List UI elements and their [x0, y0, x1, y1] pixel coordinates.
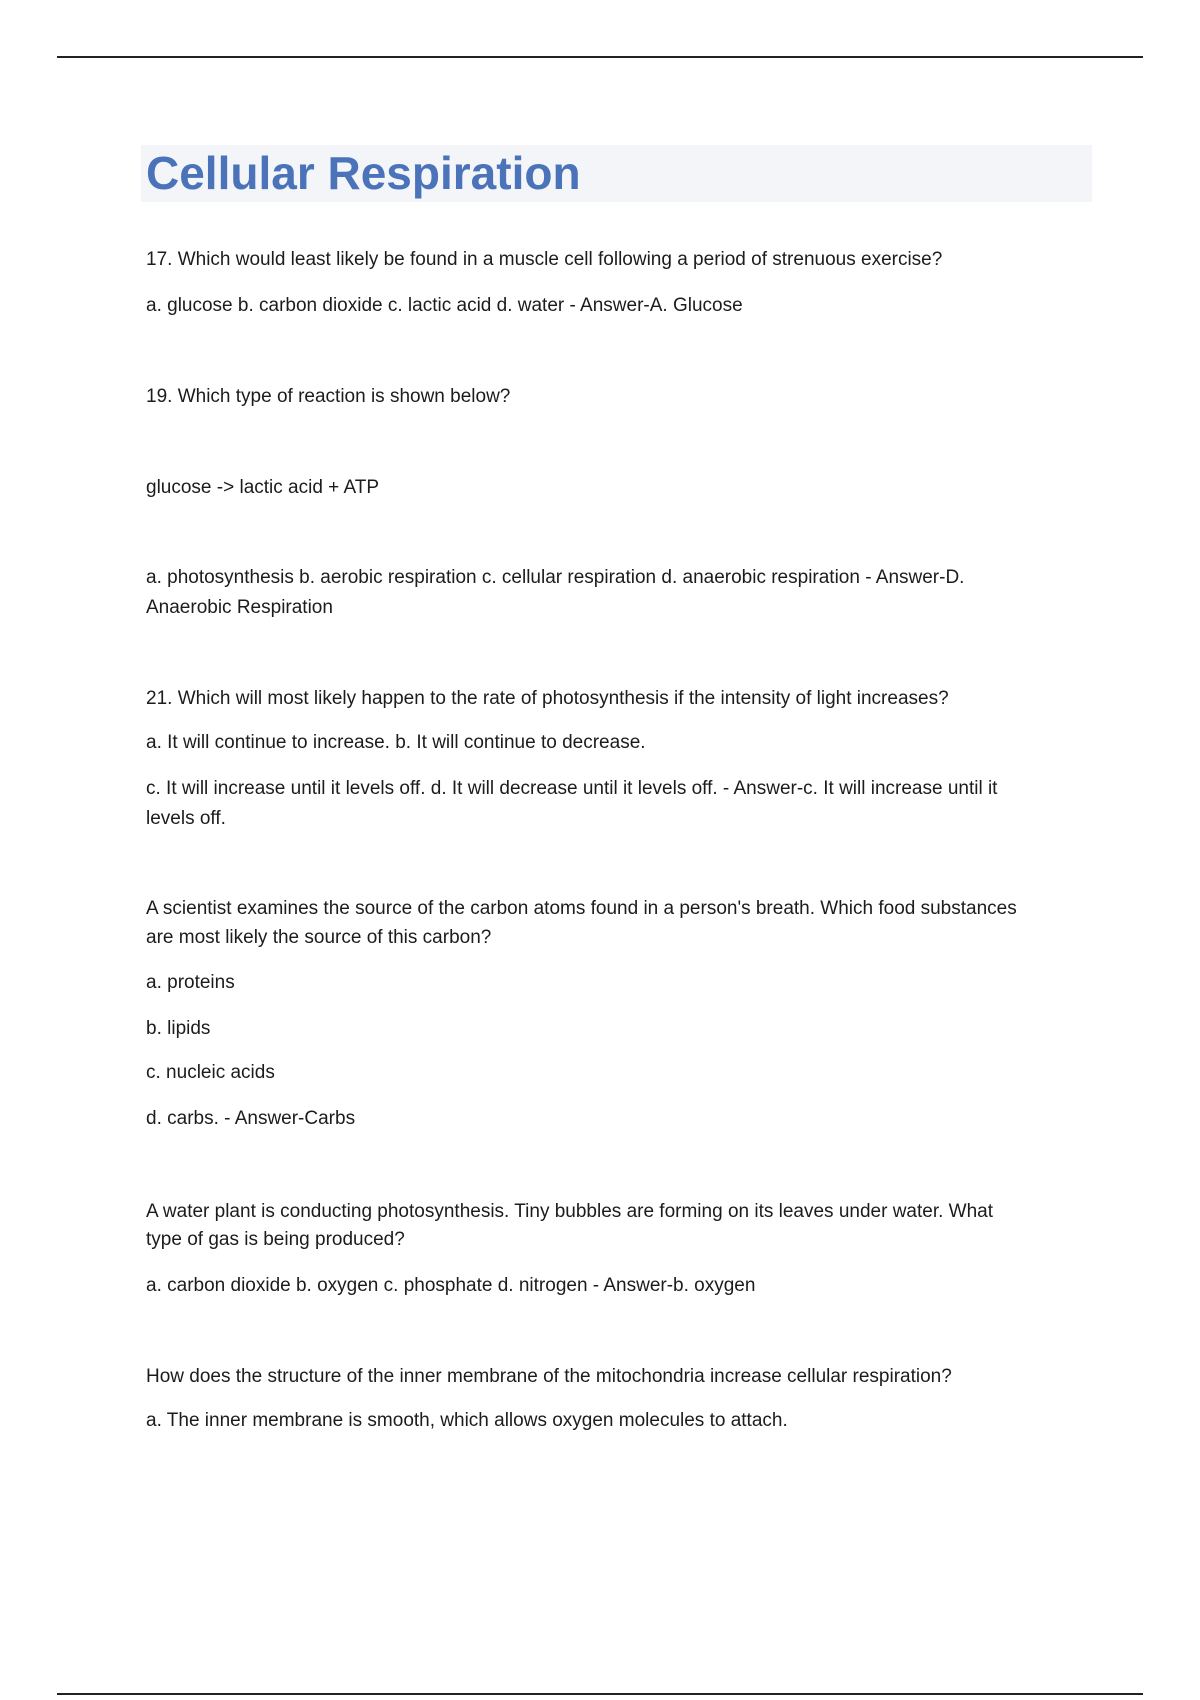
question-21-options-cd: c. It will increase until it levels off. d. It will decrease until it levels off. - Answer-c. It will increase until it: [146, 778, 998, 799]
question-plant-cont: type of gas is being produced?: [146, 1229, 405, 1250]
question-17-options: a. glucose b. carbon dioxide c. lactic acid d. water - Answer-A. Glucose: [146, 295, 743, 316]
question-mitochondria: How does the structure of the inner membrane of the mitochondria increase cellular respiration?: [146, 1366, 952, 1387]
question-breath-option-b: b. lipids: [146, 1018, 211, 1039]
question-21: 21. Which will most likely happen to the rate of photosynthesis if the intensity of light increases?: [146, 688, 949, 709]
question-plant-options: a. carbon dioxide b. oxygen c. phosphate d. nitrogen - Answer-b. oxygen: [146, 1275, 756, 1296]
question-plant: A water plant is conducting photosynthesis. Tiny bubbles are forming on its leaves under water. What: [146, 1201, 994, 1222]
question-breath-cont: are most likely the source of this carbon?: [146, 927, 492, 948]
page-title: Cellular Respiration: [146, 147, 581, 199]
question-19-options-cont: Anaerobic Respiration: [146, 597, 333, 618]
question-19-options: a. photosynthesis b. aerobic respiration c. cellular respiration d. anaerobic respiration - Answer-D.: [146, 567, 965, 588]
question-breath: A scientist examines the source of the carbon atoms found in a person's breath. Which food substances: [146, 898, 1017, 919]
question-17: 17. Which would least likely be found in a muscle cell following a period of strenuous exercise?: [146, 249, 943, 270]
question-21-options-cd-cont: levels off.: [146, 808, 226, 829]
bottom-rule: [57, 1693, 1143, 1695]
top-rule: [57, 56, 1143, 58]
question-19-equation: glucose -> lactic acid + ATP: [146, 477, 380, 498]
question-breath-option-c: c. nucleic acids: [146, 1062, 275, 1083]
question-mitochondria-option-a: a. The inner membrane is smooth, which allows oxygen molecules to attach.: [146, 1410, 788, 1431]
question-breath-option-d: d. carbs. - Answer-Carbs: [146, 1108, 356, 1129]
question-breath-option-a: a. proteins: [146, 972, 235, 993]
question-19: 19. Which type of reaction is shown below?: [146, 386, 511, 407]
question-21-options-ab: a. It will continue to increase. b. It will continue to decrease.: [146, 732, 646, 753]
